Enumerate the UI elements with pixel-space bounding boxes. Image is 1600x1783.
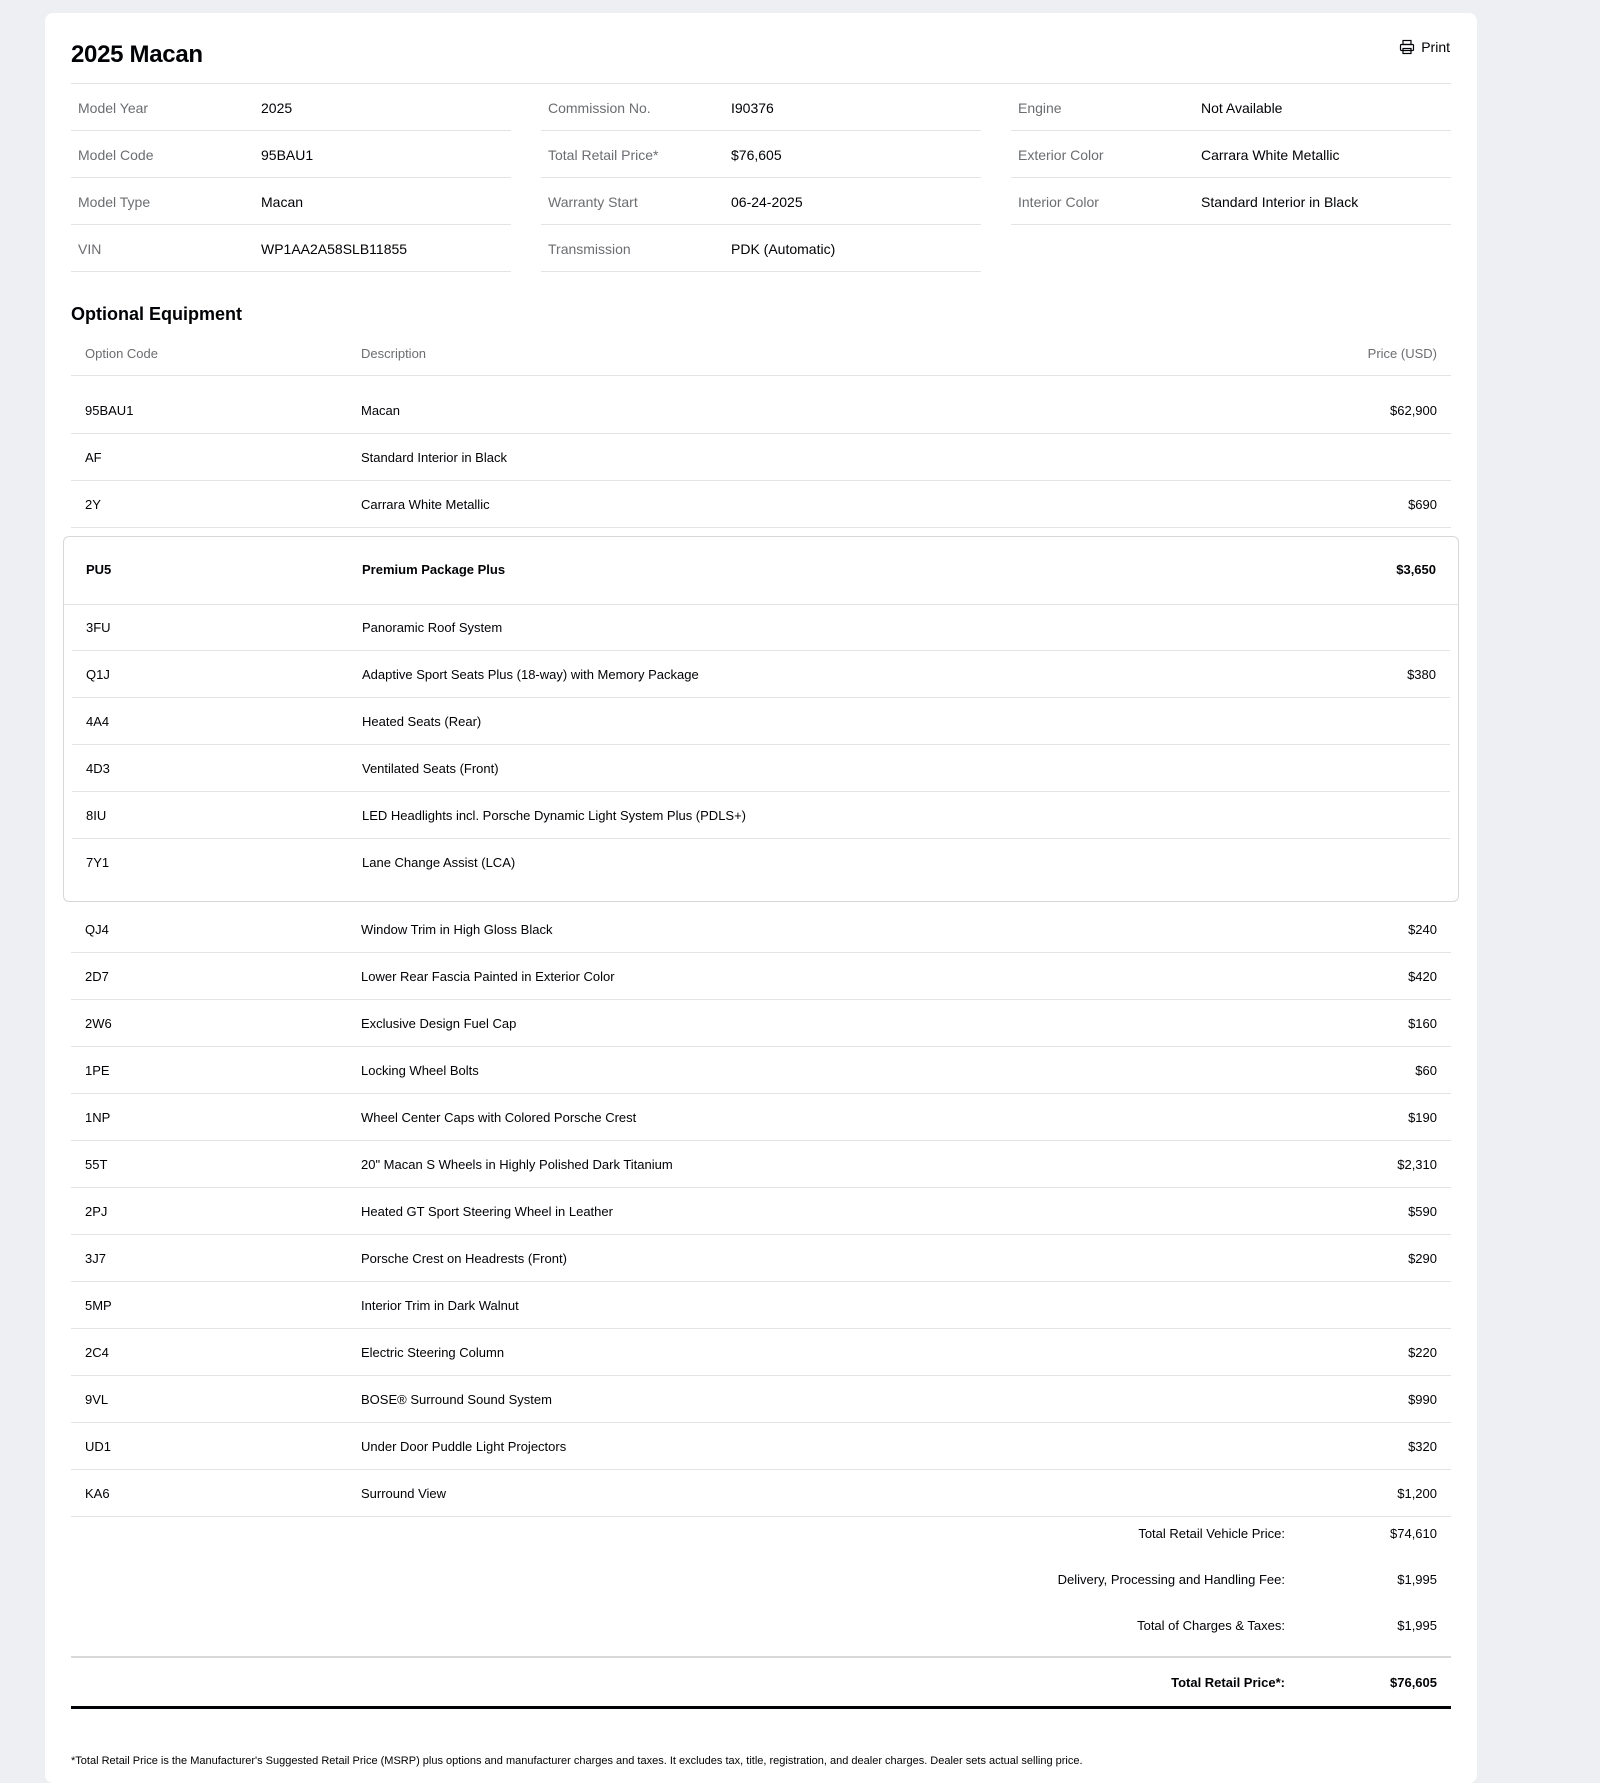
spec-column-2 [541,84,981,272]
option-price: $240 [1408,922,1437,937]
option-code: 95BAU1 [85,403,134,418]
table-row [71,1282,1451,1329]
spec-row [1011,84,1451,131]
spec-label: Engine [1018,100,1062,116]
option-code: 1PE [85,1063,110,1078]
spec-value: 06-24-2025 [731,194,803,210]
spec-label: Exterior Color [1018,147,1104,163]
spec-value: PDK (Automatic) [731,241,836,257]
spec-row [541,131,981,178]
option-description: Interior Trim in Dark Walnut [361,1298,519,1313]
option-price: $290 [1408,1251,1437,1266]
option-code: Q1J [86,667,110,682]
option-code: 1NP [85,1110,111,1125]
optional-equipment-title: Optional Equipment [71,304,242,324]
spec-value: 95BAU1 [261,147,314,163]
option-code: 2C4 [85,1345,109,1360]
table-row [71,1047,1451,1094]
grand-total-row [71,1656,1451,1709]
option-description: Exclusive Design Fuel Cap [361,1016,517,1031]
table-row [72,698,1450,745]
package-header-row [64,537,1458,605]
total-label: Total Retail Vehicle Price: [1138,1526,1285,1541]
table-row [71,1423,1451,1470]
table-row [71,1376,1451,1423]
options-rows-bottom [71,906,1451,1517]
package-group [63,536,1459,902]
option-code: 4A4 [86,714,110,729]
option-price: $60 [1415,1063,1437,1078]
total-row [71,1510,1451,1556]
spec-table [71,83,1451,257]
table-row [71,1141,1451,1188]
spec-value: I90376 [731,100,774,116]
option-code: UD1 [85,1439,112,1454]
total-value: $74,610 [1390,1526,1437,1541]
table-row [71,434,1451,481]
option-code: 2Y [85,497,101,512]
header-option-code: Option Code [85,346,158,361]
print-button[interactable] [1399,39,1450,55]
option-code: 5MP [85,1298,112,1313]
option-description: Carrara White Metallic [361,497,490,512]
option-price: $380 [1407,667,1436,682]
spec-value: Macan [261,194,304,210]
spec-value: $76,605 [731,147,782,163]
option-code: 3J7 [85,1251,106,1266]
table-row [71,953,1451,1000]
total-row [71,1602,1451,1648]
option-code: 8IU [86,808,107,823]
table-row [71,1329,1451,1376]
spec-row [71,225,511,272]
option-description: Locking Wheel Bolts [361,1063,479,1078]
option-price: $2,310 [1397,1157,1437,1172]
printer-icon [1399,39,1415,55]
option-code: KA6 [85,1486,110,1501]
option-code: 7Y1 [86,855,110,870]
option-price: $220 [1408,1345,1437,1360]
table-row [72,745,1450,792]
table-row [72,604,1450,651]
option-description: Lower Rear Fascia Painted in Exterior Color [361,969,615,984]
option-code: 2W6 [85,1016,112,1031]
header-description: Description [361,346,427,361]
spec-label: Interior Color [1018,194,1099,210]
table-row [71,1235,1451,1282]
package-items [72,604,1450,885]
option-price: $420 [1408,969,1437,984]
package-code: PU5 [86,562,112,577]
grand-total-label: Total Retail Price*: [1171,1675,1285,1690]
option-code: 2D7 [85,969,109,984]
spec-column-3 [1011,84,1451,225]
spec-label: Commission No. [548,100,651,116]
spec-row [1011,131,1451,178]
spec-label: Total Retail Price* [548,147,659,163]
option-description: Electric Steering Column [361,1345,505,1360]
spec-column-1 [71,84,511,272]
option-code: 4D3 [86,761,110,776]
option-description: 20" Macan S Wheels in Highly Polished Dark Titanium [361,1157,673,1172]
option-code: 55T [85,1157,108,1172]
option-description: Heated Seats (Rear) [362,714,482,729]
print-label: Print [1421,39,1450,55]
option-description: LED Headlights incl. Porsche Dynamic Light System Plus (PDLS+) [362,808,747,823]
option-code: 3FU [86,620,111,635]
package-description: Premium Package Plus [362,562,506,577]
spec-row [541,225,981,272]
spec-row [541,178,981,225]
page-title: 2025 Macan [71,41,203,68]
table-row [71,481,1451,528]
options-table-header [71,333,1451,376]
option-description: Lane Change Assist (LCA) [362,855,516,870]
spec-label: VIN [78,241,102,257]
spec-row [541,84,981,131]
option-description: Standard Interior in Black [361,450,507,465]
option-description: Ventilated Seats (Front) [362,761,499,776]
option-code: AF [85,450,102,465]
grand-total-value: $76,605 [1390,1675,1437,1690]
option-price: $320 [1408,1439,1437,1454]
spec-value: Standard Interior in Black [1201,194,1359,210]
option-description: Adaptive Sport Seats Plus (18-way) with Memory Package [362,667,699,682]
spec-row [71,178,511,225]
totals-section [71,1510,1451,1648]
table-row [72,792,1450,839]
spec-label: Model Year [78,100,149,116]
option-description: Wheel Center Caps with Colored Porsche Crest [361,1110,637,1125]
option-description: Panoramic Roof System [362,620,503,635]
option-price: $190 [1408,1110,1437,1125]
spec-value: Not Available [1201,100,1283,116]
spec-value: WP1AA2A58SLB11855 [261,241,408,257]
option-price: $1,200 [1397,1486,1437,1501]
table-row [71,387,1451,434]
table-row [72,839,1450,885]
price-footnote: *Total Retail Price is the Manufacturer's Suggested Retail Price (MSRP) plus options and manufacturer charges and taxes. It excludes tax, title, registration, and dealer charges. Dealer sets actual selling price. [71,1755,1083,1767]
table-row [71,1000,1451,1047]
table-row [71,1094,1451,1141]
option-description: Surround View [361,1486,447,1501]
spec-row [71,131,511,178]
option-description: Under Door Puddle Light Projectors [361,1439,567,1454]
options-rows-top [71,387,1451,528]
option-code: 9VL [85,1392,109,1407]
total-label: Delivery, Processing and Handling Fee: [1057,1572,1285,1587]
package-price: $3,650 [1396,562,1436,577]
option-code: 2PJ [85,1204,108,1219]
total-row [71,1556,1451,1602]
total-label: Total of Charges & Taxes: [1137,1618,1285,1633]
table-row [72,651,1450,698]
total-value: $1,995 [1397,1618,1437,1633]
option-price: $990 [1408,1392,1437,1407]
option-description: Porsche Crest on Headrests (Front) [361,1251,567,1266]
spec-row [1011,178,1451,225]
option-description: Macan [361,403,401,418]
spec-label: Transmission [548,241,631,257]
table-row [71,906,1451,953]
spec-label: Model Type [78,194,151,210]
option-description: Window Trim in High Gloss Black [361,922,553,937]
spec-label: Warranty Start [548,194,638,210]
option-price: $590 [1408,1204,1437,1219]
spec-value: 2025 [261,100,293,116]
vehicle-detail-card [45,13,1477,1783]
spec-value: Carrara White Metallic [1201,147,1340,163]
option-price: $690 [1408,497,1437,512]
spec-row [71,84,511,131]
spec-label: Model Code [78,147,154,163]
option-description: Heated GT Sport Steering Wheel in Leather [361,1204,613,1219]
option-price: $62,900 [1390,403,1437,418]
option-description: BOSE® Surround Sound System [361,1392,552,1407]
option-price: $160 [1408,1016,1437,1031]
option-code: QJ4 [85,922,109,937]
table-row [71,1188,1451,1235]
total-value: $1,995 [1397,1572,1437,1587]
header-price: Price (USD) [1367,346,1437,361]
